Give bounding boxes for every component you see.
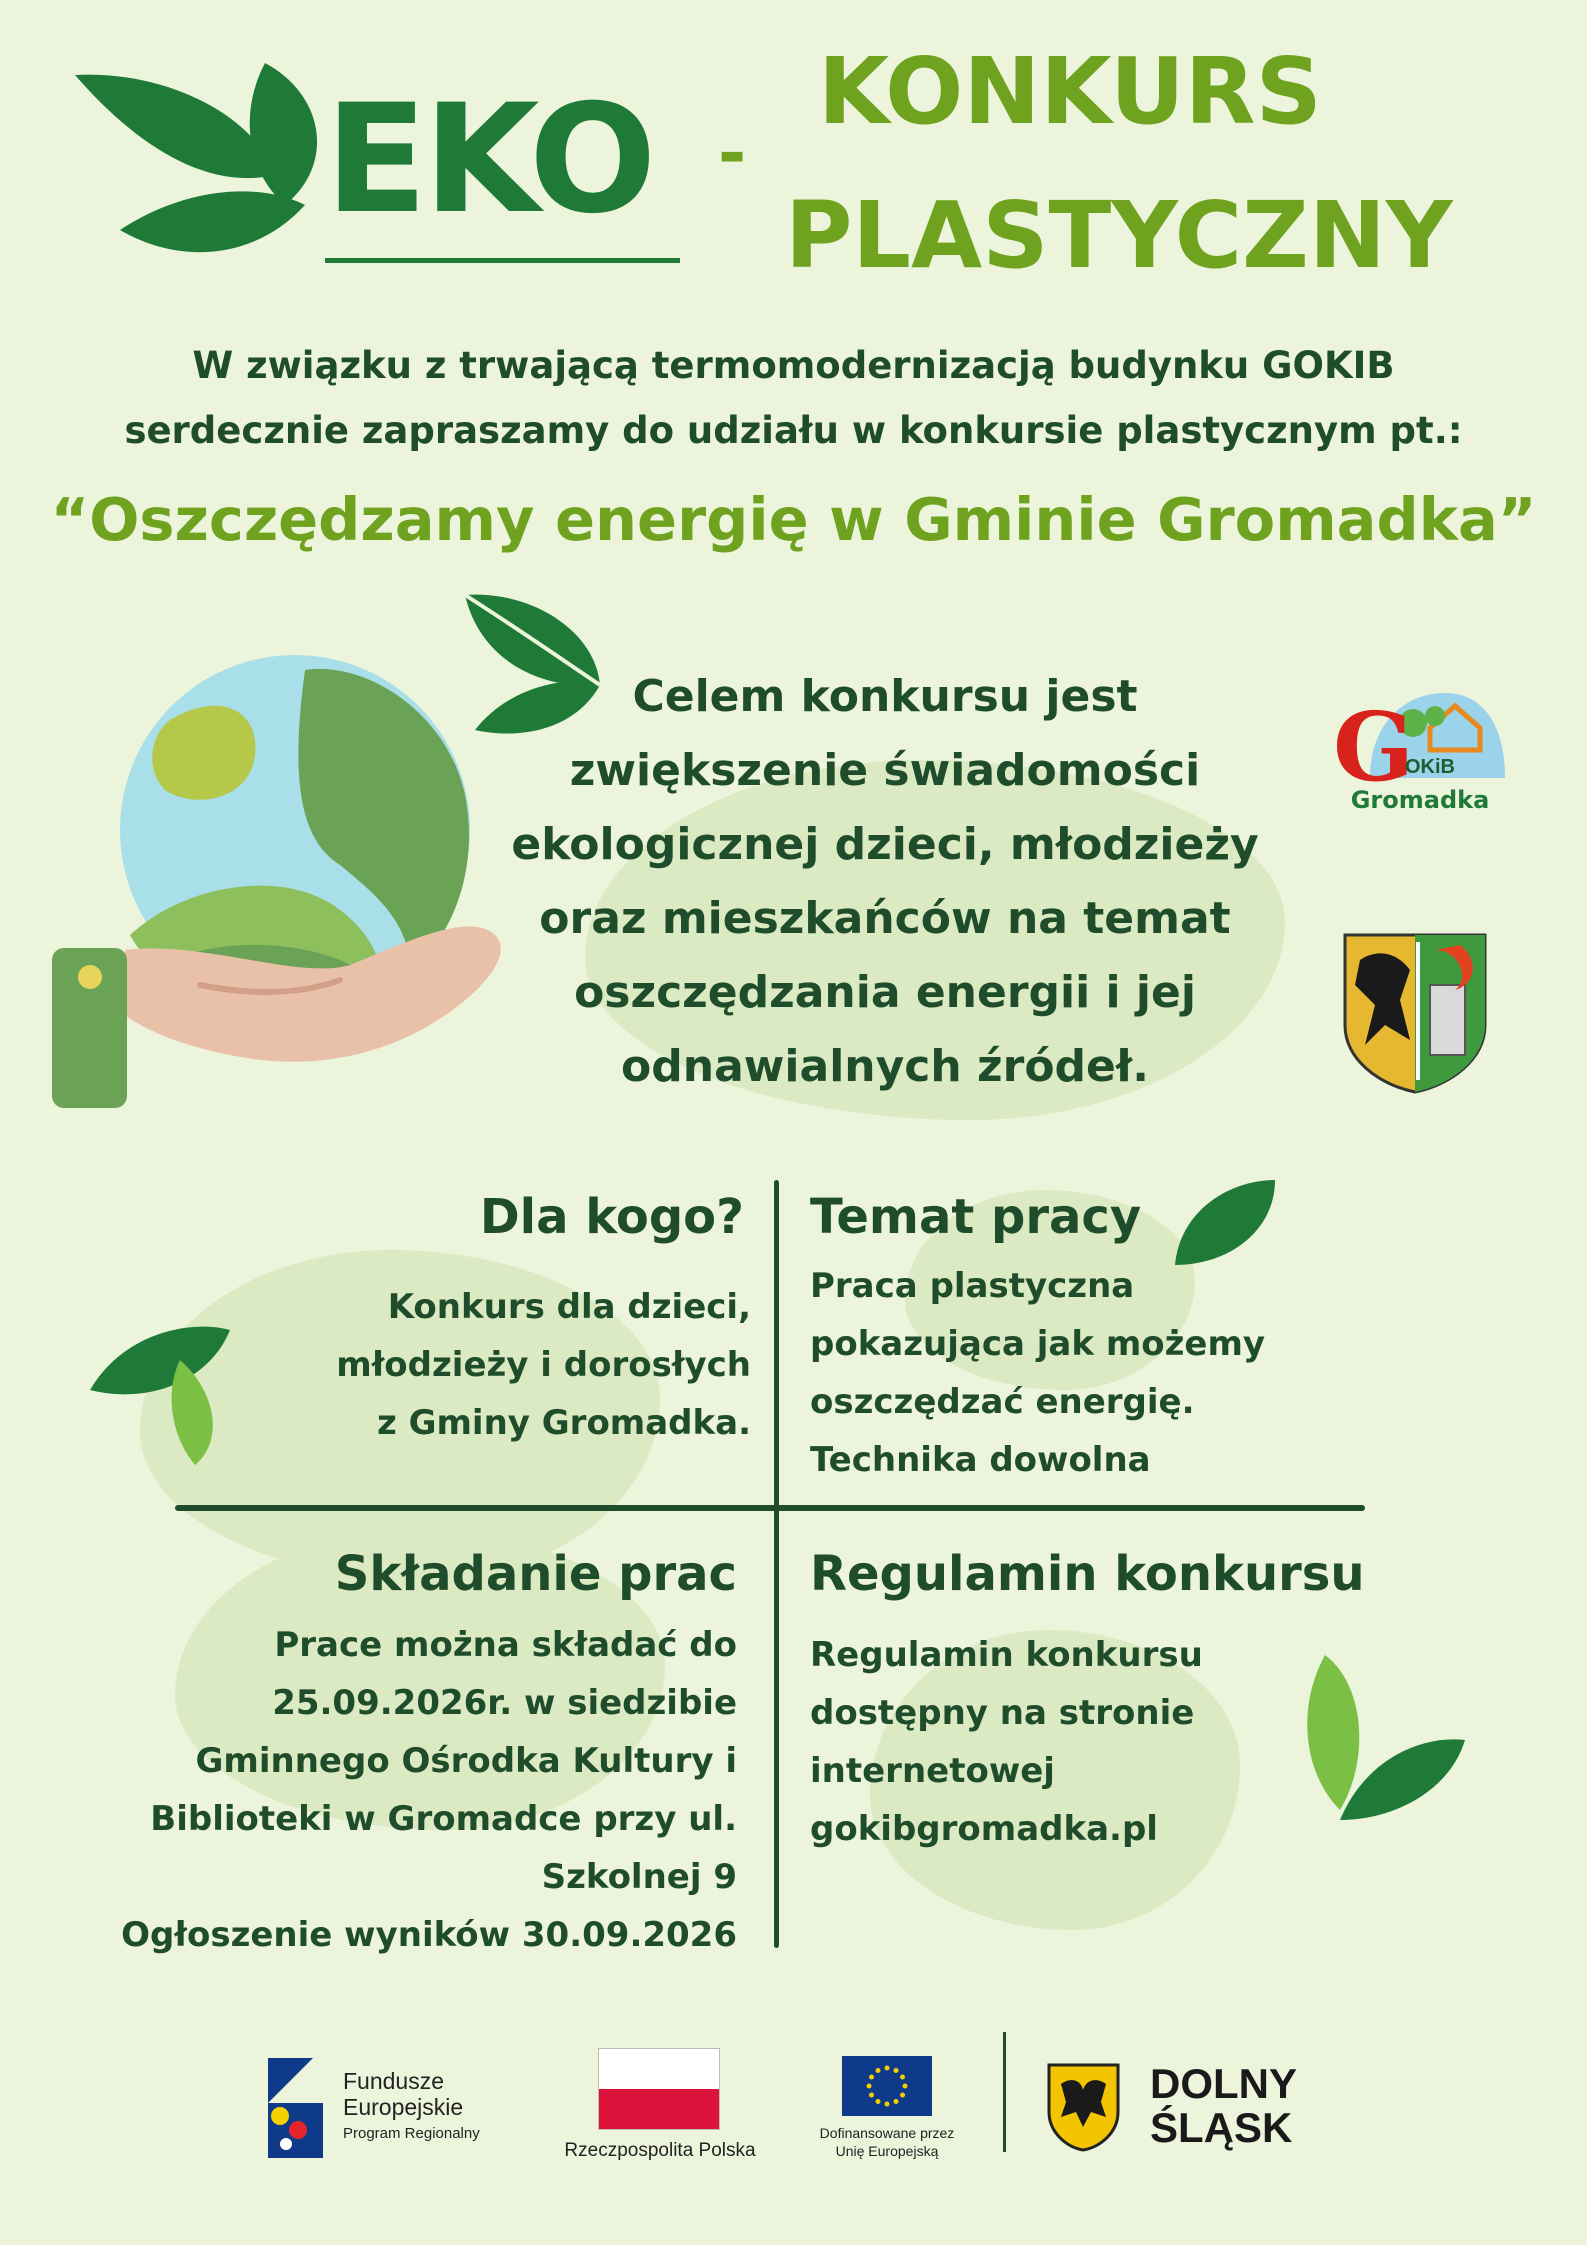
rules-line: Regulamin konkursu: [810, 1635, 1203, 1675]
submission-line: Ogłoszenie wyników 30.09.2026: [121, 1915, 737, 1955]
for-whom-text: [336, 1278, 751, 1452]
leaf-icon-for-whom: [85, 1310, 235, 1470]
eko-underline: [325, 258, 680, 263]
leaf-icon-topic: [1170, 1175, 1280, 1270]
eu-flag-icon: [842, 2056, 932, 2116]
submission-line: Biblioteki w Gromadce przy ul.: [150, 1799, 737, 1839]
for-whom-line: młodzieży i dorosłych: [336, 1345, 751, 1385]
polish-republic-text: Rzeczpospolita Polska: [564, 2140, 756, 2161]
submission-line: Szkolnej 9: [541, 1857, 737, 1897]
for-whom-heading: Dla kogo?: [479, 1189, 744, 1245]
submission-text: [121, 1616, 737, 1964]
topic-line: Technika dowolna: [810, 1440, 1151, 1480]
intro-line-2: serdecznie zapraszamy do udziału w konkursie plastycznym pt.:: [124, 409, 1463, 452]
grid-horizontal-divider: [175, 1505, 1365, 1511]
goal-line: ekologicznej dzieci, młodzieży: [511, 819, 1259, 870]
rules-line: dostępny na stronie: [810, 1693, 1195, 1733]
gromadka-coat-of-arms-icon: [1340, 930, 1490, 1095]
title-plastyczny: PLASTYCZNY: [785, 182, 1453, 289]
goal-line: odnawialnych źródeł.: [621, 1041, 1149, 1092]
title-dash: -: [718, 114, 747, 193]
submission-line: Gminnego Ośrodka Kultury i: [195, 1741, 737, 1781]
gokib-label: Gromadka: [1350, 786, 1490, 814]
submission-heading: Składanie prac: [334, 1546, 737, 1602]
topic-line: pokazująca jak możemy: [810, 1324, 1266, 1364]
for-whom-line: z Gminy Gromadka.: [376, 1403, 751, 1443]
european-funds-line-3: Program Regionalny: [343, 2125, 480, 2142]
eko-logo-word: EKO: [325, 73, 653, 247]
european-funds-line-1: Fundusze: [343, 2068, 445, 2094]
eu-line-2: Unię Europejską: [835, 2143, 939, 2159]
contest-name: “Oszczędzamy energię w Gminie Gromadka”: [50, 485, 1537, 554]
topic-heading: Temat pracy: [810, 1189, 1142, 1245]
rules-line: gokibgromadka.pl: [810, 1809, 1158, 1849]
submission-line: 25.09.2026r. w siedzibie: [272, 1683, 737, 1723]
lower-silesia-text: [1150, 2062, 1297, 2150]
leaves-logo-icon: [70, 55, 330, 270]
rules-heading: Regulamin konkursu: [810, 1546, 1365, 1602]
goal-line: oszczędzania energii i jej: [574, 967, 1196, 1018]
topic-text: [810, 1257, 1265, 1489]
european-funds-text: [343, 2068, 480, 2148]
eu-cofinanced-text: [787, 2124, 987, 2160]
submission-line: Prace można składać do: [274, 1625, 737, 1665]
earth-in-hand-icon: [50, 650, 510, 1115]
rules-line: internetowej: [810, 1751, 1055, 1791]
title-konkurs: KONKURS: [818, 38, 1322, 145]
intro-line-1: W związku z trwającą termomodernizacją budynku GOKIB: [192, 344, 1395, 387]
lower-silesia-line-1: DOLNY: [1150, 2060, 1297, 2107]
lower-silesia-eagle-icon: [1046, 2062, 1121, 2152]
topic-line: oszczędzać energię.: [810, 1382, 1195, 1422]
grid-vertical-divider: [774, 1180, 779, 1948]
gokib-small-text: OKiB: [1405, 756, 1455, 778]
polish-flag-icon: [598, 2048, 720, 2130]
lower-silesia-line-2: ŚLĄSK: [1150, 2104, 1293, 2151]
european-funds-logo-icon: [268, 2058, 323, 2158]
european-funds-line-2: Europejskie: [343, 2094, 464, 2120]
leaf-icon-rules: [1270, 1650, 1470, 1825]
topic-line: Praca plastyczna: [810, 1266, 1135, 1306]
for-whom-line: Konkurs dla dzieci,: [387, 1287, 751, 1327]
eu-line-1: Dofinansowane przez: [819, 2125, 955, 2141]
contest-goal-text: [505, 660, 1265, 1104]
footer-separator: [1003, 2032, 1006, 2152]
gokib-letter: G: [1333, 692, 1415, 803]
goal-line: zwiększenie świadomości: [569, 745, 1201, 796]
goal-line: Celem konkursu jest: [632, 671, 1138, 722]
rules-text: [810, 1626, 1203, 1858]
goal-line: oraz mieszkańców na temat: [539, 893, 1231, 944]
